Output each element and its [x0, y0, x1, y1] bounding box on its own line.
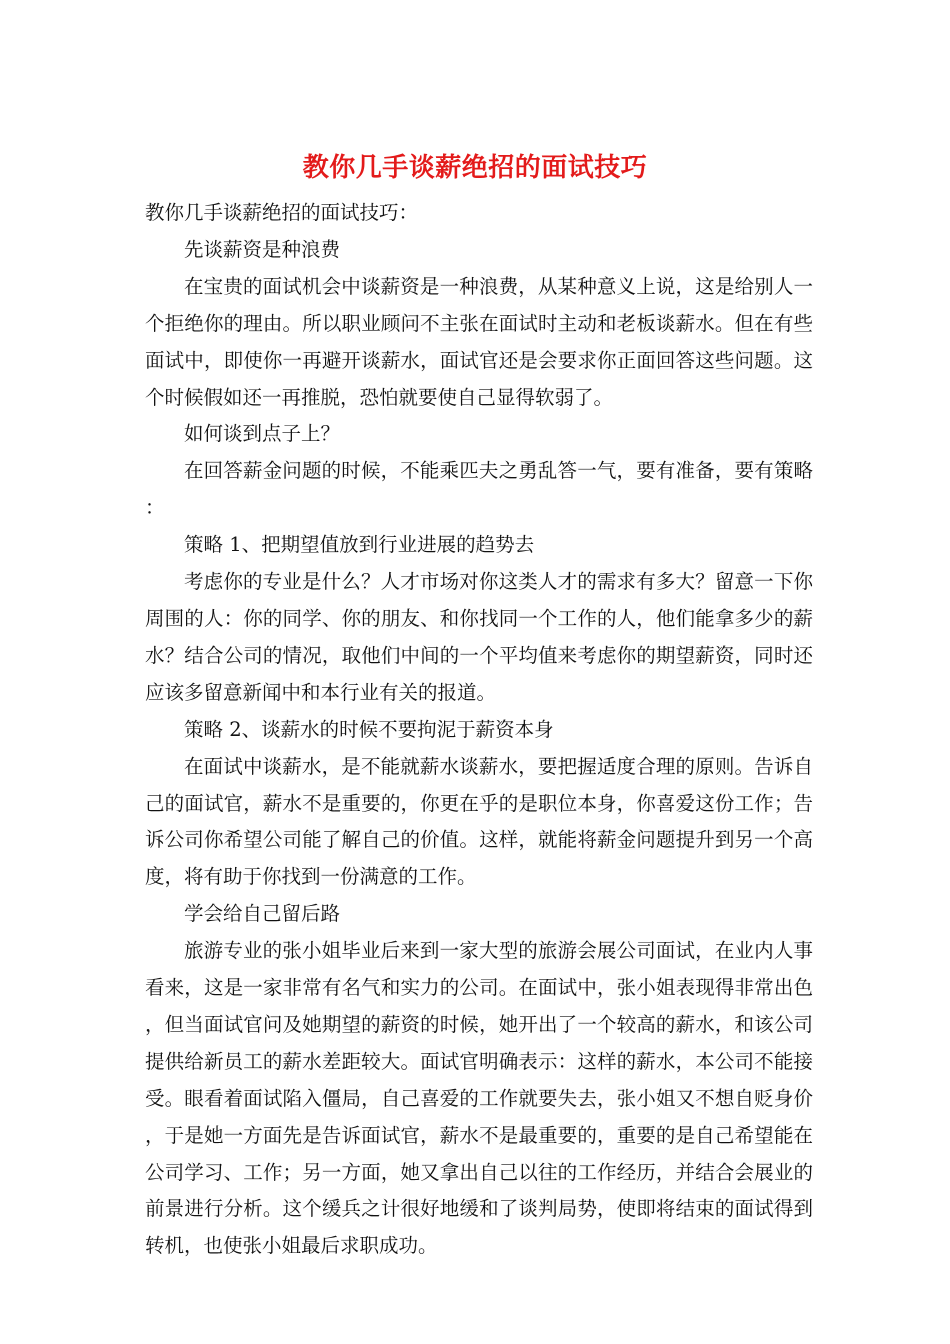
paragraph: 在面试中谈薪水，是不能就薪水谈薪水，要把握适度合理的原则。告诉自己的面试官，薪水不是重要的，你更在乎的是职位本身，你喜爱这份工作；告诉公司你希望公司能了解自己的价值。这样，就能将薪金问题提升到另一个高度，将有助于你找到一份满意的工作。	[145, 754, 813, 889]
paragraph: 在宝贵的面试机会中谈薪资是一种浪费，从某种意义上说，这是给别人一个拒绝你的理由。所以职业顾问不主张在面试时主动和老板谈薪水。但在有些面试中，即使你一再避开谈薪水，面试官还是会要求你正面回答这些问题。这个时候假如还一再推脱，恐怕就要使自己显得软弱了。	[145, 274, 813, 409]
section-heading-to-the-point: 如何谈到点子上？	[184, 422, 341, 446]
strategy-heading-1: 策略 1、把期望值放到行业进展的趋势去	[184, 533, 535, 557]
paragraph-intro: 教你几手谈薪绝招的面试技巧：	[145, 201, 419, 224]
document-body	[145, 195, 813, 1265]
paragraph: 考虑你的专业是什么？人才市场对你这类人才的需求有多大？留意一下你周围的人：你的同学、你的朋友、和你找同一个工作的人，他们能拿多少的薪水？结合公司的情况，取他们中间的一个平均值来考虑你的期望薪资，同时还应该多留意新闻中和本行业有关的报道。	[145, 570, 813, 704]
document-title: 教你几手谈薪绝招的面试技巧	[302, 153, 648, 183]
section-heading-salary-waste: 先谈薪资是种浪费	[184, 237, 341, 261]
strategy-heading-2: 策略 2、谈薪水的时候不要拘泥于薪资本身	[184, 717, 554, 741]
paragraph: 旅游专业的张小姐毕业后来到一家大型的旅游会展公司面试，在业内人事看来，这是一家非常有名气和实力的公司。在面试中，张小姐表现得非常出色，但当面试官问及她期望的薪资的时候，她开出了一个较高的薪水，和该公司提供给新员工的薪水差距较大。面试官明确表示：这样的薪水，本公司不能接受。眼看着面试陷入僵局，自己喜爱的工作就要失去，张小姐又不想自贬身价，于是她一方面先是告诉面试官，薪水不是最重要的，重要的是自己希望能在公司学习、工作；另一方面，她又拿出自己以往的工作经历，并结合会展业的前景进行分析。这个缓兵之计很好地缓和了谈判局势，使即将结束的面试得到转机，也使张小姐最后求职成功。	[145, 939, 813, 1258]
paragraph: 在回答薪金问题的时候，不能乘匹夫之勇乱答一气，要有准备，要有策略：	[145, 459, 813, 520]
section-heading-leave-way-out: 学会给自己留后路	[184, 902, 341, 926]
